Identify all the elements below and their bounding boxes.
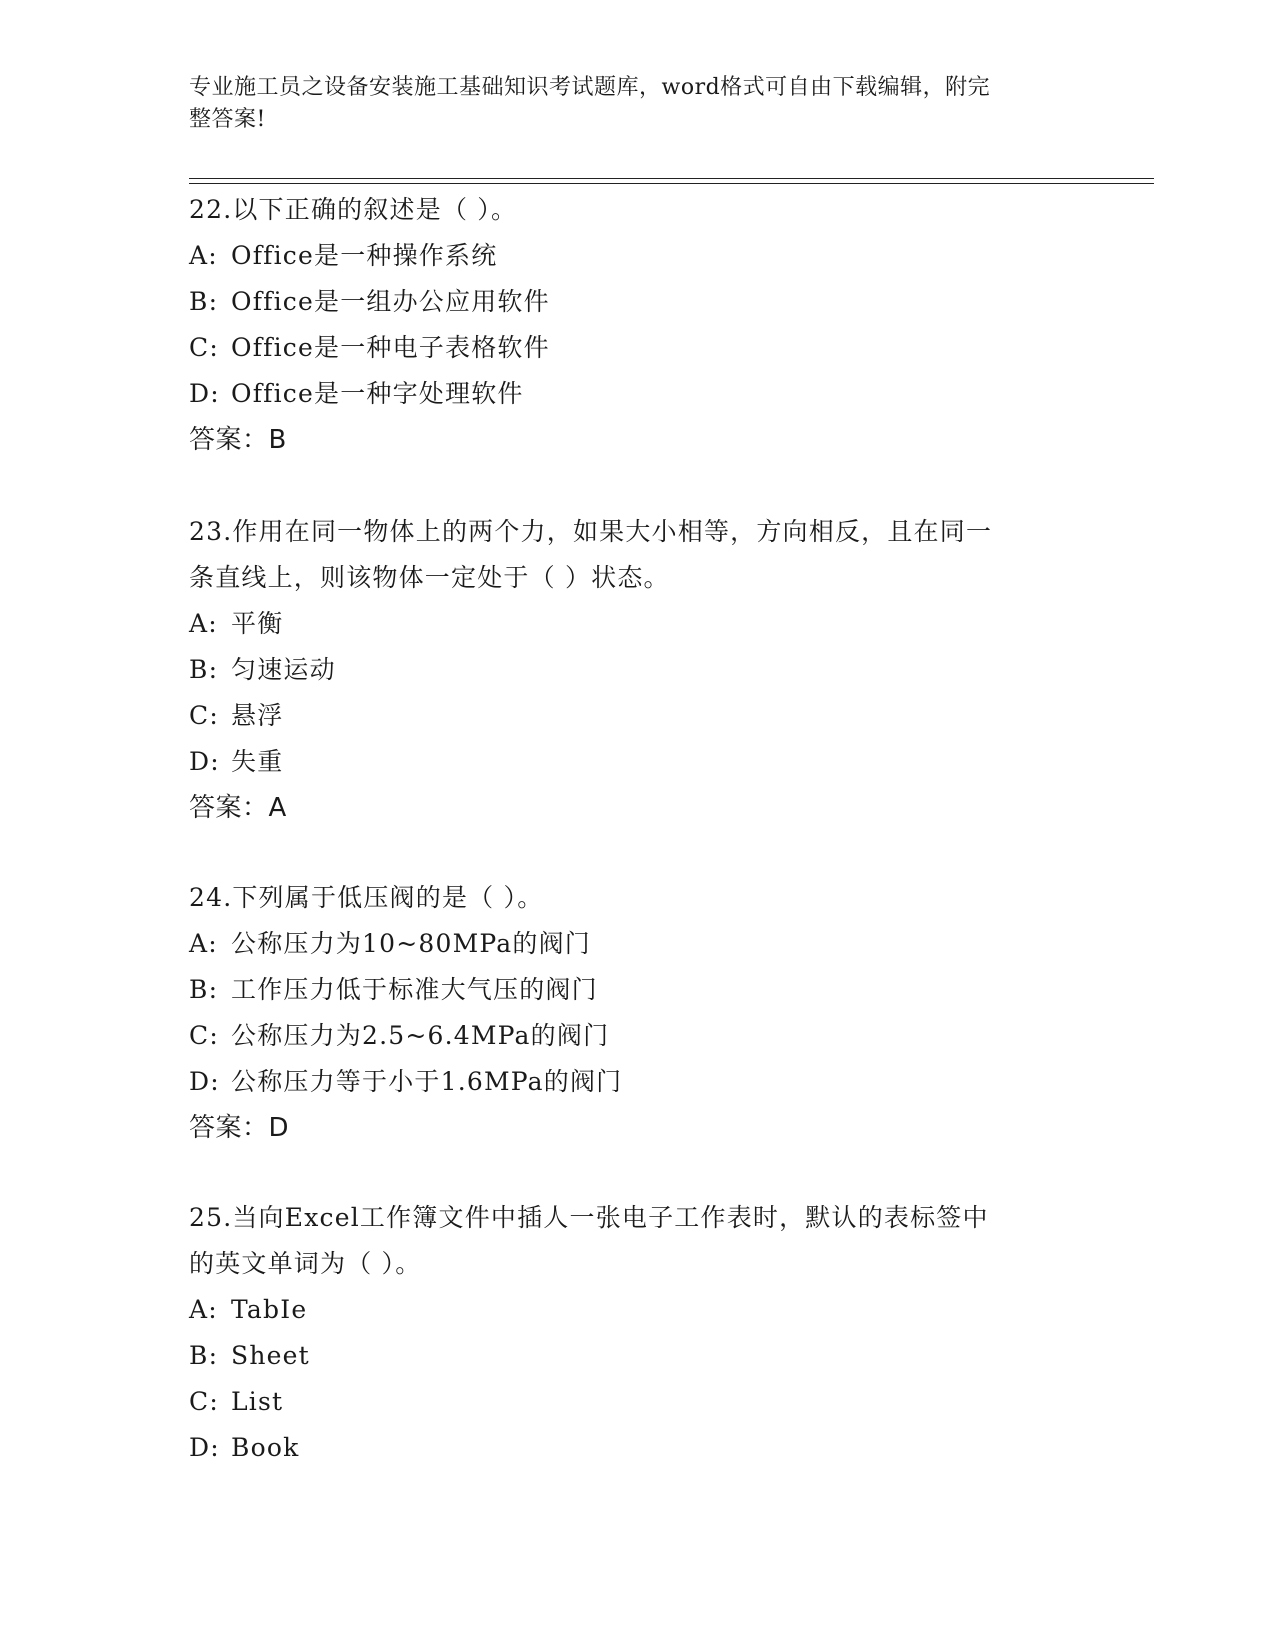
option-c (189, 325, 1089, 371)
option-b (189, 279, 1089, 325)
option-c (189, 693, 1089, 739)
option-text: Sheet (231, 1341, 310, 1370)
option-letter: B: (189, 975, 219, 1004)
header-divider-bottom (189, 183, 1154, 184)
header-divider-top (189, 178, 1154, 179)
option-b (189, 967, 1089, 1013)
option-text: Office是一种操作系统 (231, 241, 498, 270)
option-text: 公称压力为10~80MPa的阀门 (231, 929, 591, 958)
answer-line: 答案：B (189, 425, 287, 455)
option-letter: C: (189, 1021, 219, 1050)
option-letter: D: (189, 1067, 220, 1096)
option-c (189, 1379, 1089, 1425)
answer-line: 答案：D (189, 1113, 290, 1143)
option-a (189, 601, 1089, 647)
option-a (189, 921, 1089, 967)
option-letter: A: (189, 1295, 218, 1324)
question-stem-line-2: 的英文单词为（ ）。 (189, 1249, 422, 1278)
option-letter: C: (189, 701, 219, 730)
question-24 (189, 875, 1089, 1151)
option-letter: D: (189, 1433, 220, 1462)
option-text: Office是一组办公应用软件 (231, 287, 550, 316)
question-stem: 24.下列属于低压阀的是（ ）。 (189, 883, 544, 912)
option-c (189, 1013, 1089, 1059)
question-stem-line-1: 25.当向Excel工作簿文件中插人一张电子工作表时，默认的表标签中 (189, 1203, 989, 1232)
option-a (189, 1287, 1089, 1333)
header-line-2: 整答案! (189, 107, 266, 132)
option-d (189, 1059, 1089, 1105)
option-a (189, 233, 1089, 279)
option-letter: A: (189, 241, 218, 270)
question-stem: 22.以下正确的叙述是（ ）。 (189, 195, 518, 224)
option-d (189, 1425, 1089, 1471)
question-23 (189, 509, 1089, 831)
option-text: 悬浮 (231, 701, 284, 730)
document-header (189, 72, 1069, 136)
option-letter: C: (189, 333, 219, 362)
option-text: 失重 (231, 747, 284, 776)
answer-line: 答案：A (189, 793, 287, 823)
option-text: TabIe (231, 1295, 308, 1324)
question-stem-line-2: 条直线上，则该物体一定处于（ ）状态。 (189, 563, 670, 592)
option-text: 公称压力为2.5~6.4MPa的阀门 (231, 1021, 610, 1050)
option-letter: C: (189, 1387, 219, 1416)
option-letter: D: (189, 379, 220, 408)
option-letter: B: (189, 1341, 219, 1370)
option-text: 公称压力等于小于1.6MPa的阀门 (231, 1067, 623, 1096)
option-text: 平衡 (231, 609, 284, 638)
option-d (189, 739, 1089, 785)
option-b (189, 1333, 1089, 1379)
option-text: List (231, 1387, 284, 1416)
option-text: Office是一种字处理软件 (231, 379, 524, 408)
option-letter: B: (189, 655, 219, 684)
option-text: Office是一种电子表格软件 (231, 333, 550, 362)
option-b (189, 647, 1089, 693)
option-text: 匀速运动 (231, 655, 336, 684)
option-text: Book (231, 1433, 300, 1462)
option-letter: A: (189, 609, 218, 638)
option-text: 工作压力低于标准大气压的阀门 (231, 975, 598, 1004)
question-stem-line-1: 23.作用在同一物体上的两个力，如果大小相等，方向相反，且在同一 (189, 517, 993, 546)
option-letter: D: (189, 747, 220, 776)
option-letter: A: (189, 929, 218, 958)
question-22 (189, 187, 1089, 463)
question-25 (189, 1195, 1089, 1471)
option-d (189, 371, 1089, 417)
option-letter: B: (189, 287, 219, 316)
header-line-1: 专业施工员之设备安装施工基础知识考试题库，word格式可自由下载编辑，附完 (189, 75, 991, 100)
